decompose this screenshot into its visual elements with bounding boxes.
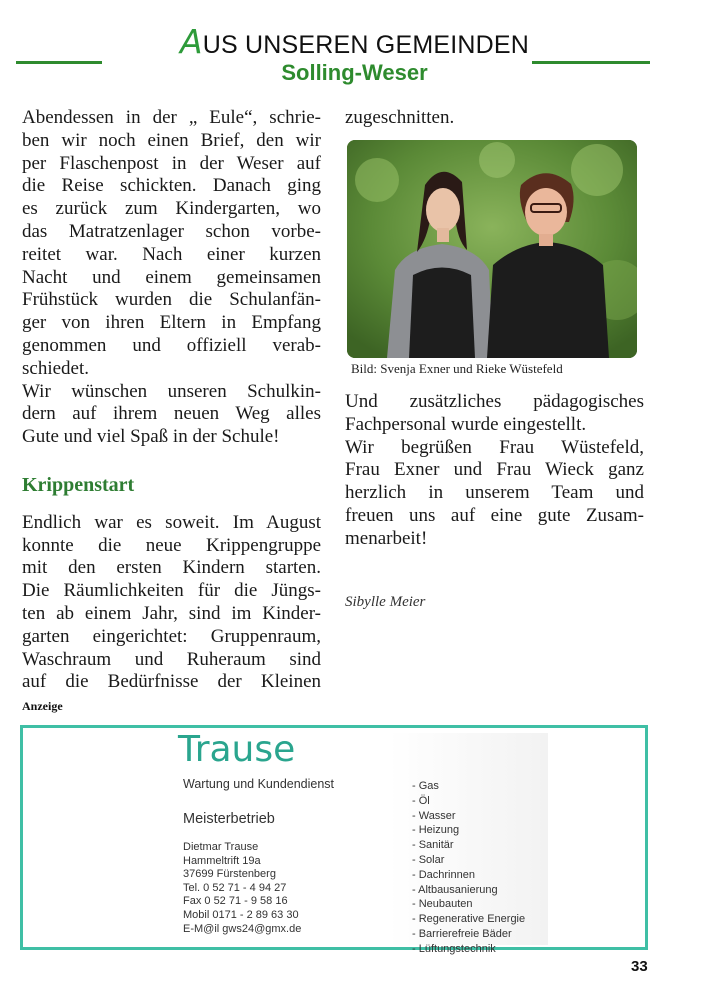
ad-contact-line: Mobil 0171 - 2 89 63 30 — [183, 908, 299, 921]
text-line: es zurück zum Kindergarten, wo — [22, 198, 321, 220]
text-line: freuen uns auf eine gute Zusam- — [345, 504, 644, 526]
text-line: menarbeit! — [345, 527, 428, 549]
left-paragraph-2 — [22, 381, 321, 449]
ad-service-item: - Solar — [412, 853, 445, 866]
left-paragraph-3 — [22, 512, 321, 694]
ad-label: Anzeige — [22, 699, 63, 713]
author-signature: Sibylle Meier — [345, 594, 426, 610]
text-line: mit den ersten Kindern starten. — [22, 557, 321, 579]
text-line: Wir wünschen unseren Schulkin- — [22, 380, 321, 402]
ad-contact-line: Dietmar Trause — [183, 841, 259, 853]
ad-service-item: - Gas — [412, 780, 439, 792]
subheading-krippenstart: Krippenstart — [22, 473, 135, 496]
ad-contact-line: Fax 0 52 71 - 9 58 16 — [183, 895, 288, 908]
ad-service-item: - Öl — [412, 794, 430, 807]
right-paragraph-2 — [345, 437, 644, 551]
text-line: die Reise schickten. Danach ging — [22, 175, 321, 197]
ad-content — [150, 729, 548, 955]
section-subtitle: Solling-Weser — [281, 60, 428, 85]
ad-service-item: - Barrierefreie Bäder — [412, 927, 512, 940]
section-title-rest: US UNSEREN GEMEINDEN — [202, 31, 530, 59]
ad-service-item: - Wasser — [412, 809, 456, 822]
text-line: ten ab einem Jahr, sind im Kinder- — [22, 602, 321, 624]
text-line: genommen und offiziell verab- — [22, 334, 321, 356]
photo-illustration — [347, 140, 637, 358]
ad-service-item: - Altbausanierung — [412, 883, 498, 896]
text-line: Nacht und einem gemeinsamen — [22, 266, 321, 288]
ad-contact-line: E-M@il gws24@gmx.de — [183, 922, 302, 935]
ad-tagline: Wartung und Kundendienst — [183, 777, 335, 791]
text-line: dern auf ihrem neuen Weg alles — [22, 403, 321, 425]
text-line: Endlich war es soweit. Im August — [22, 511, 321, 533]
ad-service-item: - Regenerative Energie — [412, 913, 526, 926]
text-line: konnte die neue Krippengruppe — [22, 534, 321, 556]
ad-contact-line: 37699 Fürstenberg — [183, 868, 276, 881]
ad-master-business: Meisterbetrieb — [183, 811, 275, 827]
section-title — [0, 22, 709, 61]
text-line: ben wir noch einen Brief, den wir — [22, 129, 321, 151]
text-line: Waschraum und Ruheraum sind — [22, 648, 321, 670]
text-line: auf die Bedürfnisse der Kleinen — [22, 671, 321, 693]
text-line: Wir begrüßen Frau Wüstefeld, — [345, 436, 644, 458]
text-line: ger von ihren Eltern in Empfang — [22, 312, 321, 334]
text-line: reitet war. Nach einer kurzen — [22, 243, 321, 265]
left-paragraph-1 — [22, 107, 321, 381]
text-line: Und zusätzliches pädagogisches — [345, 391, 644, 412]
ad-service-item: - Sanitär — [412, 839, 454, 852]
right-column-top — [345, 107, 644, 130]
text-line: herzlich in unserem Team und — [345, 482, 644, 504]
right-column-text — [345, 391, 644, 551]
ad-services-list — [412, 779, 525, 957]
text-line: das Matratzenlager schon vorbe- — [22, 220, 321, 242]
text-line: Gute und viel Spaß in der Schule! — [22, 426, 280, 448]
ad-contact-line: Hammeltrift 19a — [183, 854, 261, 867]
text-line: Die Räumlichkeiten für die Jüngs- — [22, 580, 321, 602]
page-number: 33 — [631, 958, 648, 975]
text-line: Frühstück wurden die Schulanfän- — [22, 289, 321, 311]
text-line: Fachpersonal wurde eingestellt. — [345, 413, 587, 435]
ad-brand: Trause — [178, 729, 296, 770]
section-title-initial: A — [179, 22, 203, 61]
text-line: Frau Exner und Frau Wieck ganz — [345, 459, 644, 481]
ad-service-item: - Dachrinnen — [412, 868, 475, 881]
text-line: Abendessen in der „ Eule“, schrie- — [22, 107, 321, 128]
ad-service-item: - Lüftungstechnik — [412, 942, 496, 955]
ad-service-item: - Neubauten — [412, 898, 473, 911]
ad-contact-line: Tel. 0 52 71 - 4 94 27 — [183, 881, 287, 894]
text-line: zugeschnitten. — [345, 107, 455, 128]
right-paragraph-1 — [345, 391, 644, 437]
left-column — [22, 107, 321, 694]
ad-service-item: - Heizung — [412, 824, 460, 837]
text-line: per Flaschenpost in der Weser auf — [22, 152, 321, 174]
photo — [347, 140, 637, 358]
photo-caption: Bild: Svenja Exner und Rieke Wüstefeld — [351, 361, 563, 376]
ad-contact-block — [183, 841, 301, 936]
text-line: garten eingerichtet: Gruppenraum, — [22, 625, 321, 647]
text-line: schiedet. — [22, 357, 90, 379]
